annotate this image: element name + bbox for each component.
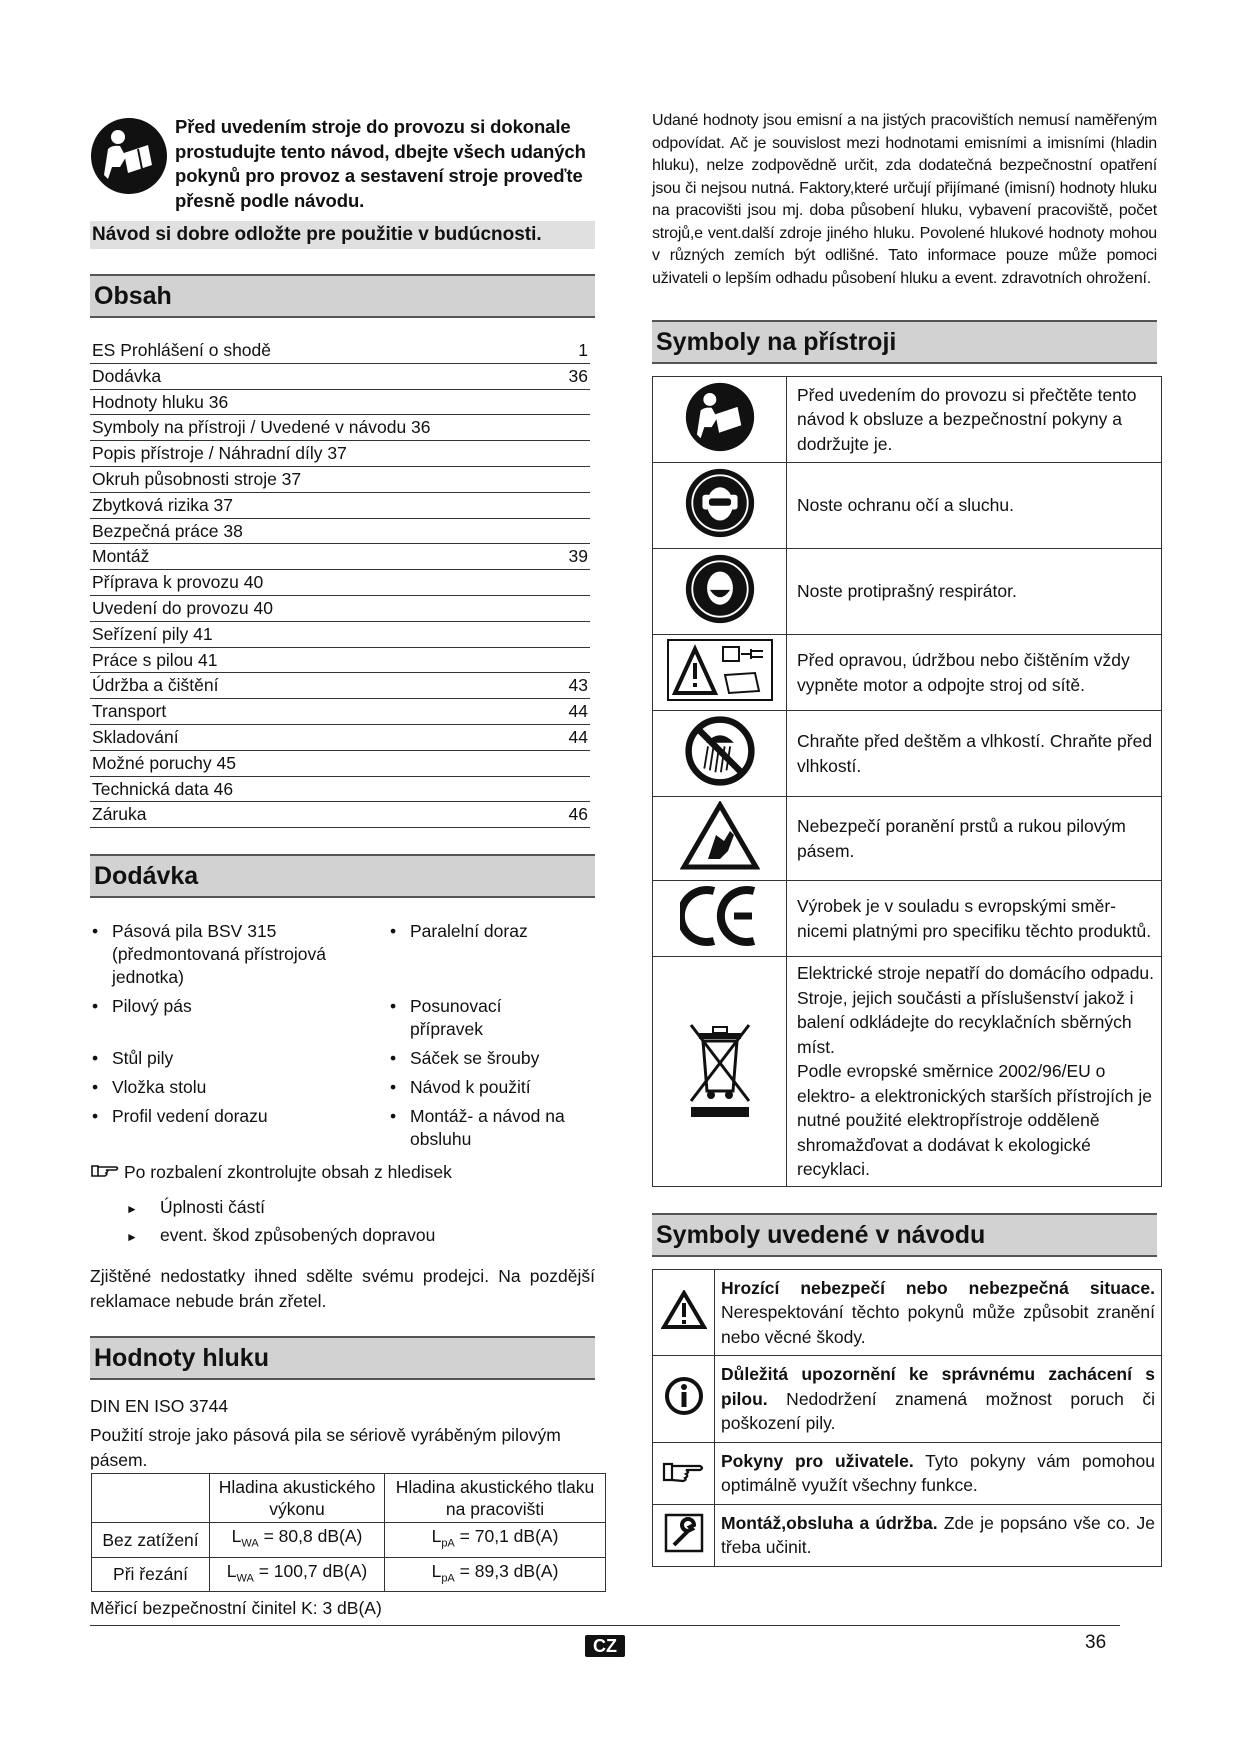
intro-block <box>90 115 595 213</box>
symbol-description: Chraňte před deštěm a vlhkostí. Chraňte před vlhkostí. <box>787 711 1162 797</box>
symbol-description: Před uvedením do provozu si přečtěte tento návod k obsluze a bezpečnostní pokyny a dodržujte je. <box>787 377 1162 463</box>
noise-standard: DIN EN ISO 3744 <box>90 1396 229 1417</box>
delivery-list <box>90 920 595 1151</box>
symbol-description: Hrozící nebezpečí nebo nebezpečná situace. Nerespektování těchto pokynů může způsobit zranění nebo věcné škody. <box>715 1269 1162 1356</box>
ce-mark-icon <box>653 881 787 957</box>
list-item: • Sáček se šrouby <box>390 1048 540 1069</box>
keep-manual-note: Návod si dobre odložte pre použitie v budúcnosti. <box>90 221 595 249</box>
read-manual-icon <box>90 117 168 195</box>
toc-row <box>90 802 590 828</box>
right-column <box>652 110 1157 1567</box>
toc-title: Skladování <box>92 726 179 747</box>
manual-symbols-heading: Symboly uvedené v návodu <box>652 1213 1157 1257</box>
toc-row <box>90 570 590 596</box>
toc-row <box>90 338 590 364</box>
list-item: • Montáž- a návod na obsluhu <box>390 1106 565 1150</box>
list-item: • Vložka stolu <box>92 1077 207 1098</box>
toc-title: Transport <box>92 701 167 722</box>
symbol-description: Důležitá upozornění ke správnému zachácení s pilou. Nedodržení znamená možnost poruch či poškození pily. <box>715 1356 1162 1443</box>
toc-page: 46 <box>568 804 588 825</box>
list-item: • Profil vedení dorazu <box>92 1106 268 1127</box>
footer-divider <box>90 1625 1120 1626</box>
unplug-warning-icon <box>653 635 787 711</box>
table-header: Hladina akustického tlaku na pracovišti <box>385 1474 606 1523</box>
toc-title: Symboly na přístroji / Uvedené v návodu 36 <box>92 417 431 438</box>
toc-row <box>90 699 590 725</box>
toc-page: 43 <box>568 675 588 696</box>
symbol-description: Noste ochranu očí a sluchu. <box>787 463 1162 549</box>
symbol-description: Montáž,obsluha a údržba. Zde je popsáno vše co. Je třeba učinit. <box>715 1504 1162 1566</box>
toc-title: Příprava k provozu 40 <box>92 572 264 593</box>
noise-usage: Použití stroje jako pásová pila se sériově vyráběným pilovým pásem. <box>90 1425 561 1471</box>
toc-page: 1 <box>578 340 588 360</box>
info-icon <box>653 1356 715 1443</box>
warning-triangle-icon <box>653 1269 715 1356</box>
toc-row <box>90 467 590 493</box>
toc-title: Montáž <box>92 546 150 567</box>
toc-title: Možné poruchy 45 <box>92 752 236 773</box>
table-row: Při řezání $L_{WA} = 100,7$ dB(A) $L_{pA} = 89,3$ dB(A) <box>92 1557 606 1592</box>
toc-title: Bezpečná práce 38 <box>92 520 243 541</box>
toc-row <box>90 390 590 416</box>
list-item: • Posunovací přípravek <box>390 996 502 1040</box>
eye-ear-protection-icon <box>653 463 787 549</box>
check-line <box>90 1161 595 1184</box>
crossed-bin-icon <box>653 957 787 1187</box>
toc-row <box>90 725 590 751</box>
table-row <box>653 797 1162 881</box>
table-row <box>653 1269 1162 1356</box>
list-item: • Stůl pily <box>92 1048 174 1069</box>
toc-title: Uvedení do provozu 40 <box>92 597 273 618</box>
wrench-icon <box>653 1504 715 1566</box>
toc-title: Technická data 46 <box>92 778 234 799</box>
list-item: • Návod k použití <box>390 1077 531 1098</box>
symbol-description: Před opravou, údržbou nebo čištěním vždy vypněte motor a odpojte stroj od sítě. <box>787 635 1162 711</box>
toc-row <box>90 648 590 674</box>
toc-row <box>90 415 590 441</box>
hand-injury-warning-icon <box>653 797 787 881</box>
toc-title: Dodávka <box>92 365 162 386</box>
language-badge: CZ <box>585 1635 625 1657</box>
list-item: ► event. škod způsobených dopravou <box>126 1225 436 1246</box>
toc-row <box>90 751 590 777</box>
table-row <box>653 549 1162 635</box>
toc-title: Záruka <box>92 804 147 825</box>
table-row <box>653 377 1162 463</box>
toc-heading: Obsah <box>90 274 595 318</box>
table-row <box>653 881 1162 957</box>
table-row <box>653 1504 1162 1566</box>
toc-row <box>90 596 590 622</box>
table-row: Bez zatížení $L_{WA} = 80,8$ dB(A) $L_{pA} = 70,1$ dB(A) <box>92 1523 606 1558</box>
emission-text: Udané hodnoty jsou emisní a na jistých pracovištích nemusí naměřeným odpovídat. Ač je souvislost mezi hodnotami emisními a imisními (hladin hluku), nelze zodpovědně určit, zda dodatečná bezpečnostní opatření jsou či nejsou nutná. Faktory,které určují přijímané (imisní) hodnoty hluku na pracovišti jsou mj. doba působení hluku, vybavení pracoviště, počet strojů,e vent.další zdroje jiného hluku. Povolené hlukové hodnoty mohou v různých zemích být odlišné. Tato informace pouze může pomoci uživateli o lepším odhadu působení hluku a event. zdravotních ohrožení. <box>652 112 1157 287</box>
table-row <box>653 711 1162 797</box>
toc-row <box>90 622 590 648</box>
symbol-description: Noste protiprašný respirátor. <box>787 549 1162 635</box>
table-row <box>653 957 1162 1187</box>
device-symbols-table <box>652 376 1162 1187</box>
symbol-description: Pokyny pro uživatele. Tyto pokyny vám pomohou optimálně využít všechny funkce. <box>715 1442 1162 1504</box>
toc-row <box>90 544 590 570</box>
toc-title: Údržba a čištění <box>92 675 219 696</box>
toc-title: Hodnoty hluku 36 <box>92 391 229 412</box>
check-sublist <box>126 1194 595 1250</box>
toc-title: Seřízení pily 41 <box>92 623 213 644</box>
toc-row <box>90 519 590 545</box>
toc-row <box>90 441 590 467</box>
toc-page: 44 <box>568 726 588 747</box>
toc-row <box>90 673 590 699</box>
list-item: • Paralelní doraz <box>390 921 528 942</box>
toc-title: Zbytková rizika 37 <box>92 494 234 515</box>
no-rain-icon <box>653 711 787 797</box>
left-column <box>90 115 595 1621</box>
table-row <box>653 1356 1162 1443</box>
table-row <box>653 463 1162 549</box>
pointing-hand-icon <box>90 1161 124 1184</box>
noise-table <box>91 1473 606 1592</box>
table-header: Hladina akustického výkonu <box>210 1474 385 1523</box>
table-row <box>653 1442 1162 1504</box>
check-text: Po rozbalení zkontrolujte obsah z hledisek <box>124 1162 452 1183</box>
pointing-hand-icon <box>653 1442 715 1504</box>
table-of-contents <box>90 338 590 828</box>
toc-title: Okruh působnosti stroje 37 <box>92 468 302 489</box>
intro-text: Před uvedením stroje do provozu si dokonale prostudujte tento návod, dbejte všech udaných pokynů pro provoz a sestavení stroje proveďte přesně podle návodu. <box>175 116 586 211</box>
toc-page: 36 <box>568 365 588 386</box>
noise-heading: Hodnoty hluku <box>90 1336 595 1380</box>
table-row <box>653 635 1162 711</box>
manual-symbols-table <box>652 1269 1162 1567</box>
delivery-heading: Dodávka <box>90 854 595 898</box>
toc-page: 39 <box>568 546 588 567</box>
delivery-note: Zjištěné nedostatky ihned sdělte svému prodejci. Na pozdější reklamace nebude brán zřetel. <box>90 1266 595 1312</box>
symbol-description: Elektrické stroje nepatří do domácího odpadu. Stroje, jejich součásti a příslušenství jakož i balení odkládejte do recyklačních sběrných míst. Podle evropské směrnice 2002/96/EU o elektro- a elektronických starších přístrojích je nutné použité elektropřístroje odděleně shromažďovat a dodávat k ekologické recyklaci. <box>787 957 1162 1187</box>
toc-row <box>90 493 590 519</box>
read-manual-icon <box>653 377 787 463</box>
device-symbols-heading: Symboly na přístroji <box>652 320 1157 364</box>
toc-title: ES Prohlášení o shodě <box>92 340 272 360</box>
symbol-description: Výrobek je v souladu s evropskými směr- nicemi platnými pro specifiku těchto produktů. <box>787 881 1162 957</box>
page-number: 36 <box>1085 1632 1107 1653</box>
toc-row <box>90 777 590 803</box>
toc-title: Práce s pilou 41 <box>92 649 218 670</box>
toc-title: Popis přístroje / Náhradní díly 37 <box>92 443 347 464</box>
noise-k-factor: Měřicí bezpečnostní činitel K: 3 dB(A) <box>90 1598 382 1619</box>
list-item: • Pilový pás <box>92 996 192 1017</box>
toc-page: 44 <box>568 701 588 722</box>
toc-row <box>90 364 590 390</box>
respirator-icon <box>653 549 787 635</box>
list-item: • Pásová pila BSV 315 (předmontovaná přístrojová jednotka) <box>92 921 326 988</box>
list-item: ► Úplnosti částí <box>126 1197 266 1218</box>
symbol-description: Nebezpečí poranění prstů a rukou pilovým pásem. <box>787 797 1162 881</box>
